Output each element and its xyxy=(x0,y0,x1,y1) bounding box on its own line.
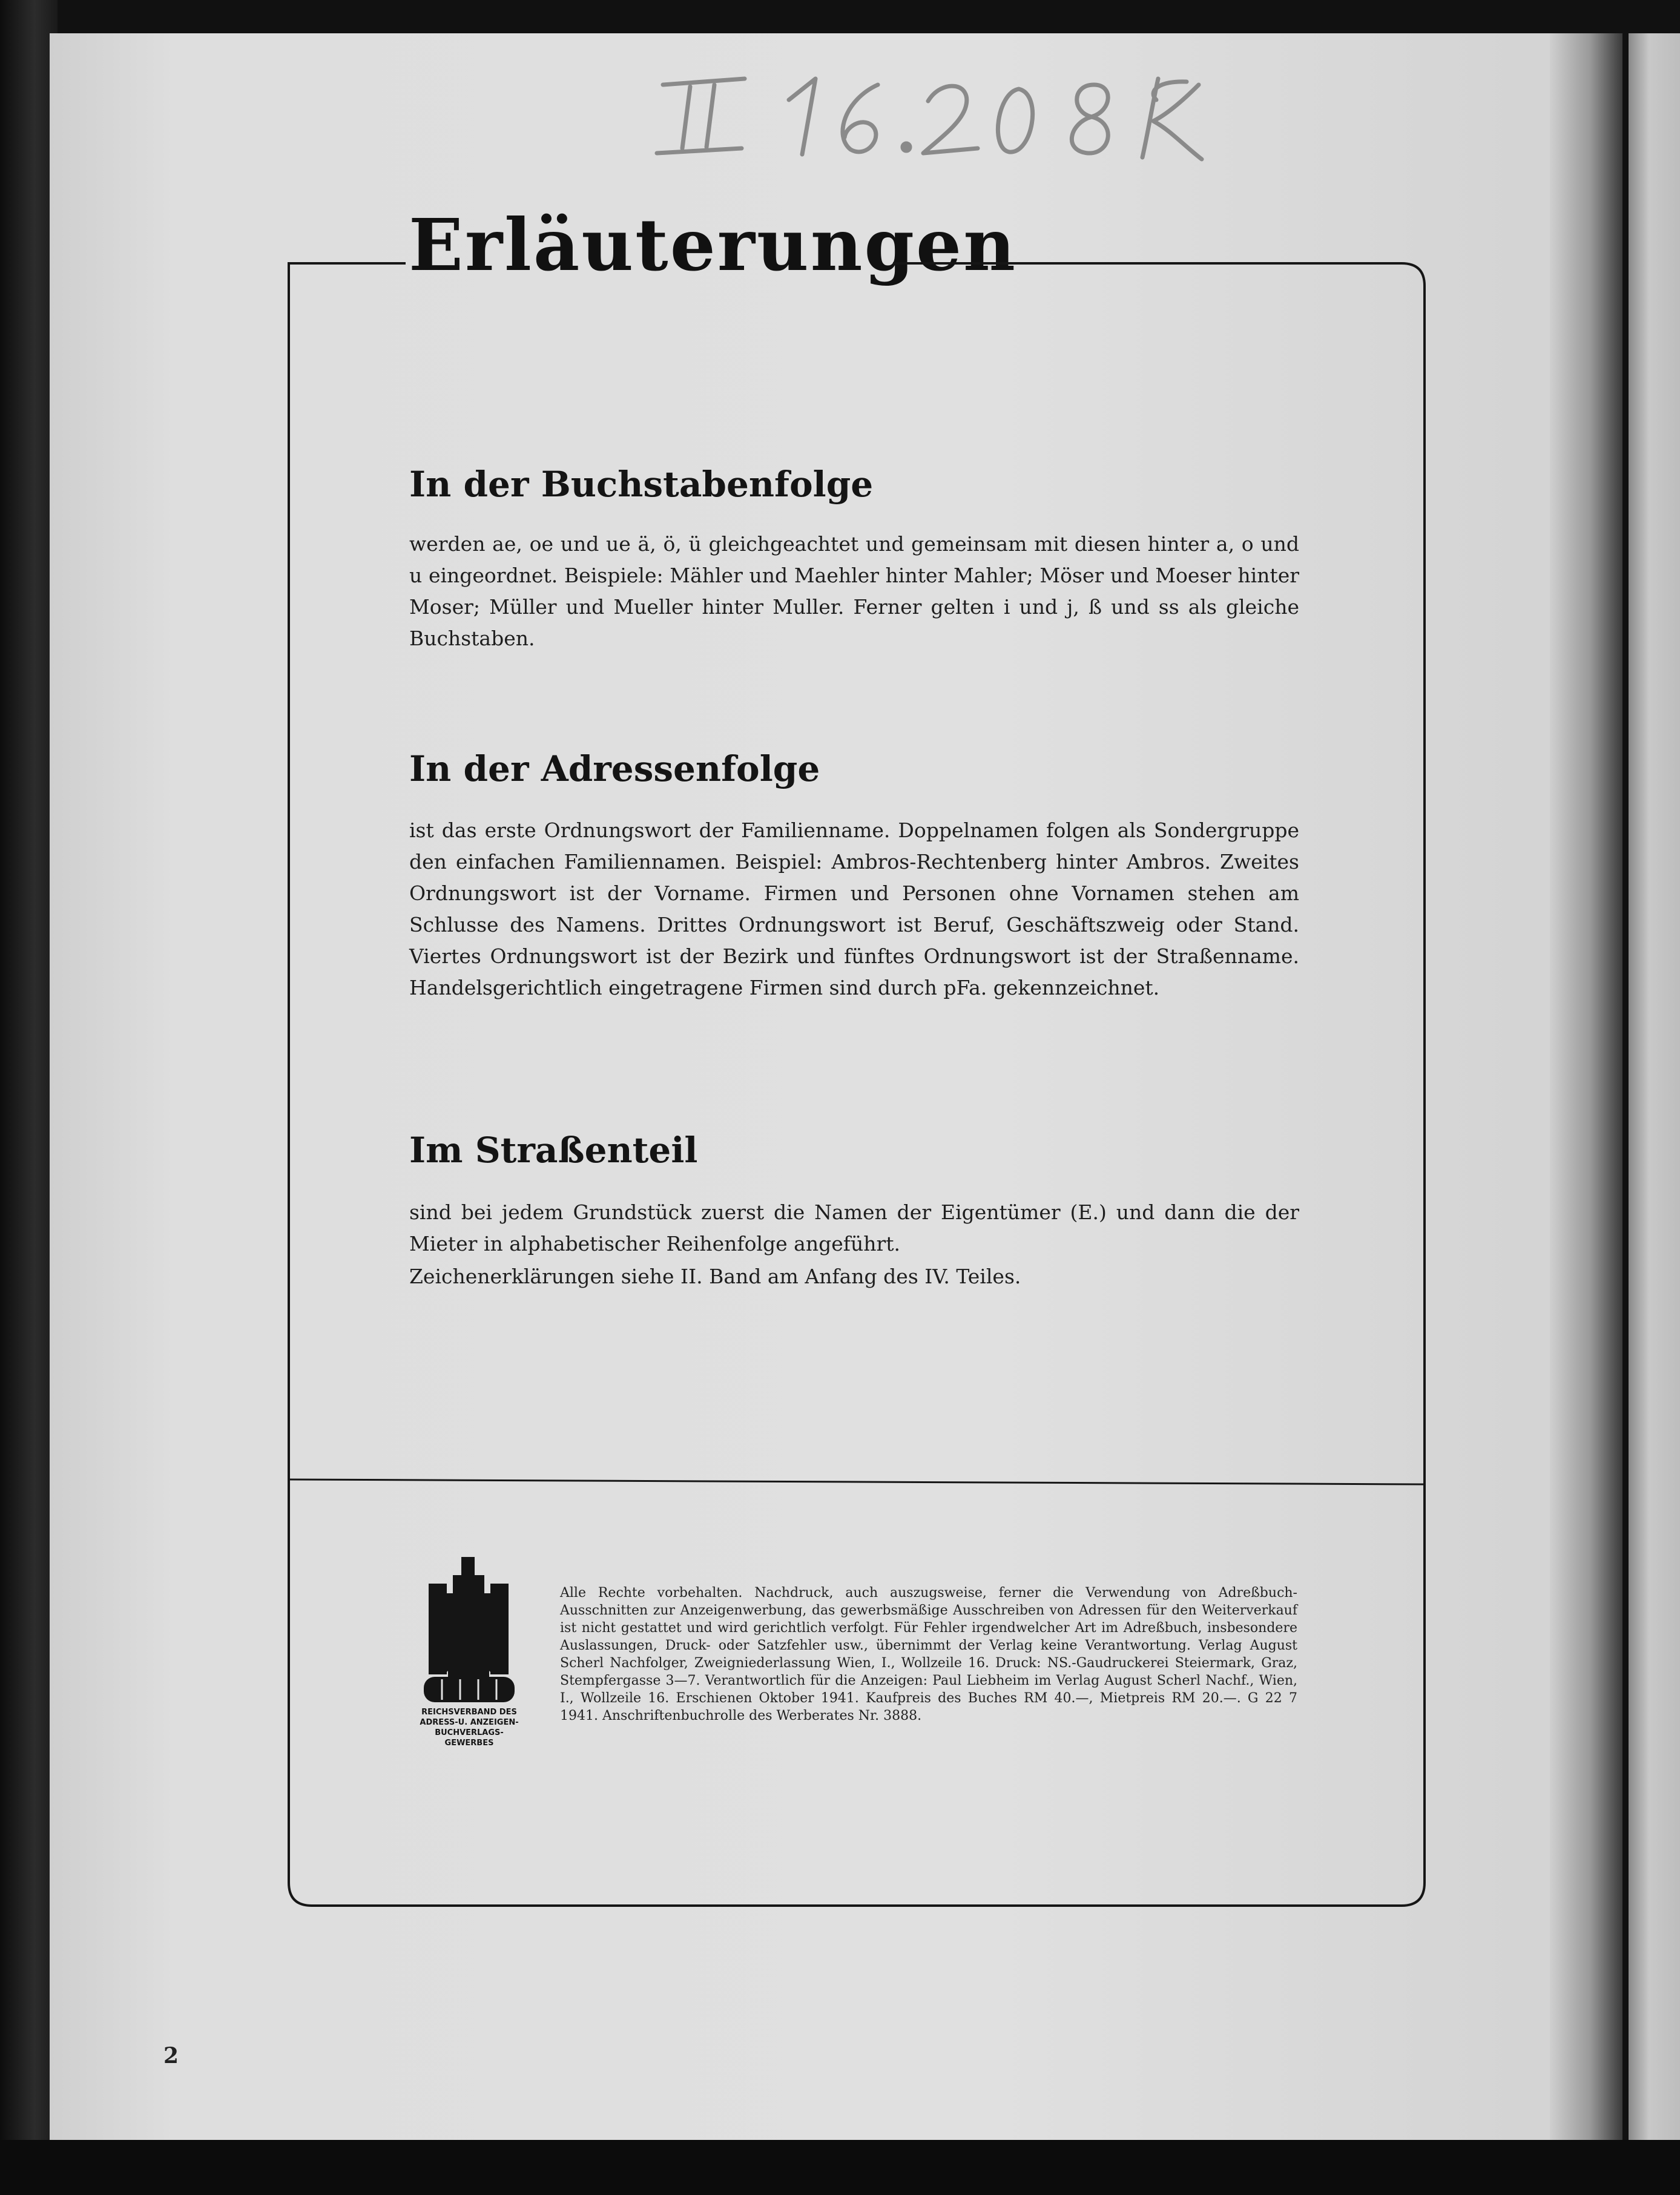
svg-text:GEWERBES: GEWERBES xyxy=(444,1739,494,1748)
handwritten-shelfmark xyxy=(639,58,1244,166)
section-body-adressenfolge: ist das erste Ordnungswort der Familienname. Doppelnamen folgen als Sondergruppe den einfachen Familiennamen. Beispiel: Ambros-Rechtenberg hinter Ambros. Zweites Ordnungswort ist der Vorname. Firmen und Personen ohne Vornamen stehen am Schlusse des Namens. Drittes Ordnungswort ist Beruf, Geschäftszweig oder Stand. Viertes Ordnungswort ist der Bezirk und fünftes Ordnungswort ist der Straßenname. Handelsgerichtlich eingetragene Firmen sind durch pFa. gekennzeichnet. xyxy=(409,818,1299,999)
copyright-notice: Alle Rechte vorbehalten. Nachdruck, auch auszugsweise, ferner die Verwendung von Adreßbuch-Ausschnitten zur Anzeigenwerbung, das gewerbsmäßige Ausschreiben von Adressen für den Weiterverkauf ist nicht gestattet und wird gerichtlich verfolgt. Für Fehler irgendwelcher Art im Adreßbuch, insbesondere Auslassungen, Druck- oder Satzfehler usw., übernimmt der Verlag keine Verantwortung. Verlag August Scherl Nachfolger, Zweigniederlassung Wien, I., Wollzeile 16. Druck: NS.-Gaudruckerei Steiermark, Graz, Stempfergasse 3—7. Verantwortlich für die Anzeigen: Paul Liebheim im Verlag August Scherl Nachf., Wien, I., Wollzeile 16. Erschienen Oktober 1941. Kaufpreis des Buches RM 40.—, Mietpreis RM 20.—. G 22 7 1941. Anschriftenbuchrolle des Werberates Nr. 3888. xyxy=(560,1585,1297,1723)
bottom-shadow xyxy=(0,2140,1680,2195)
page-number: 2 xyxy=(163,2043,179,2068)
section-heading-buchstabenfolge: In der Buchstabenfolge xyxy=(409,464,874,505)
svg-text:BUCHVERLAGS-: BUCHVERLAGS- xyxy=(435,1728,504,1737)
section-heading-adressenfolge: In der Adressenfolge xyxy=(409,748,820,789)
book-cover-edge xyxy=(0,0,58,2195)
next-page-edge xyxy=(1629,33,1680,2146)
book-gutter xyxy=(1550,33,1622,2140)
section-body-buchstabenfolge: werden ae, oe und ue ä, ö, ü gleichgeachtet und gemeinsam mit diesen hinter a, o und u eingeordnet. Beispiele: Mähler und Maehler hinter Mahler; Möser und Moeser hinter Moser; Müller und Mueller hinter Muller. Ferner gelten i und j, ß und ss als gleiche Buchstaben. xyxy=(409,532,1299,650)
association-logo xyxy=(418,1557,521,1757)
section-heading-strassenteil: Im Straßenteil xyxy=(409,1130,698,1171)
section-body-strassenteil: sind bei jedem Grundstück zuerst die Namen der Eigentümer (E.) und dann die der Mieter in alphabetischer Reihenfolge angeführt. xyxy=(409,1200,1299,1255)
svg-text:ADRESS-U. ANZEIGEN-: ADRESS-U. ANZEIGEN- xyxy=(420,1718,519,1727)
svg-text:REICHSVERBAND DES: REICHSVERBAND DES xyxy=(421,1708,517,1717)
page-title: Erläuterungen xyxy=(409,203,1017,287)
section-note-zeichenerklaerungen: Zeichenerklärungen siehe II. Band am Anfang des IV. Teiles. xyxy=(409,1265,1021,1288)
